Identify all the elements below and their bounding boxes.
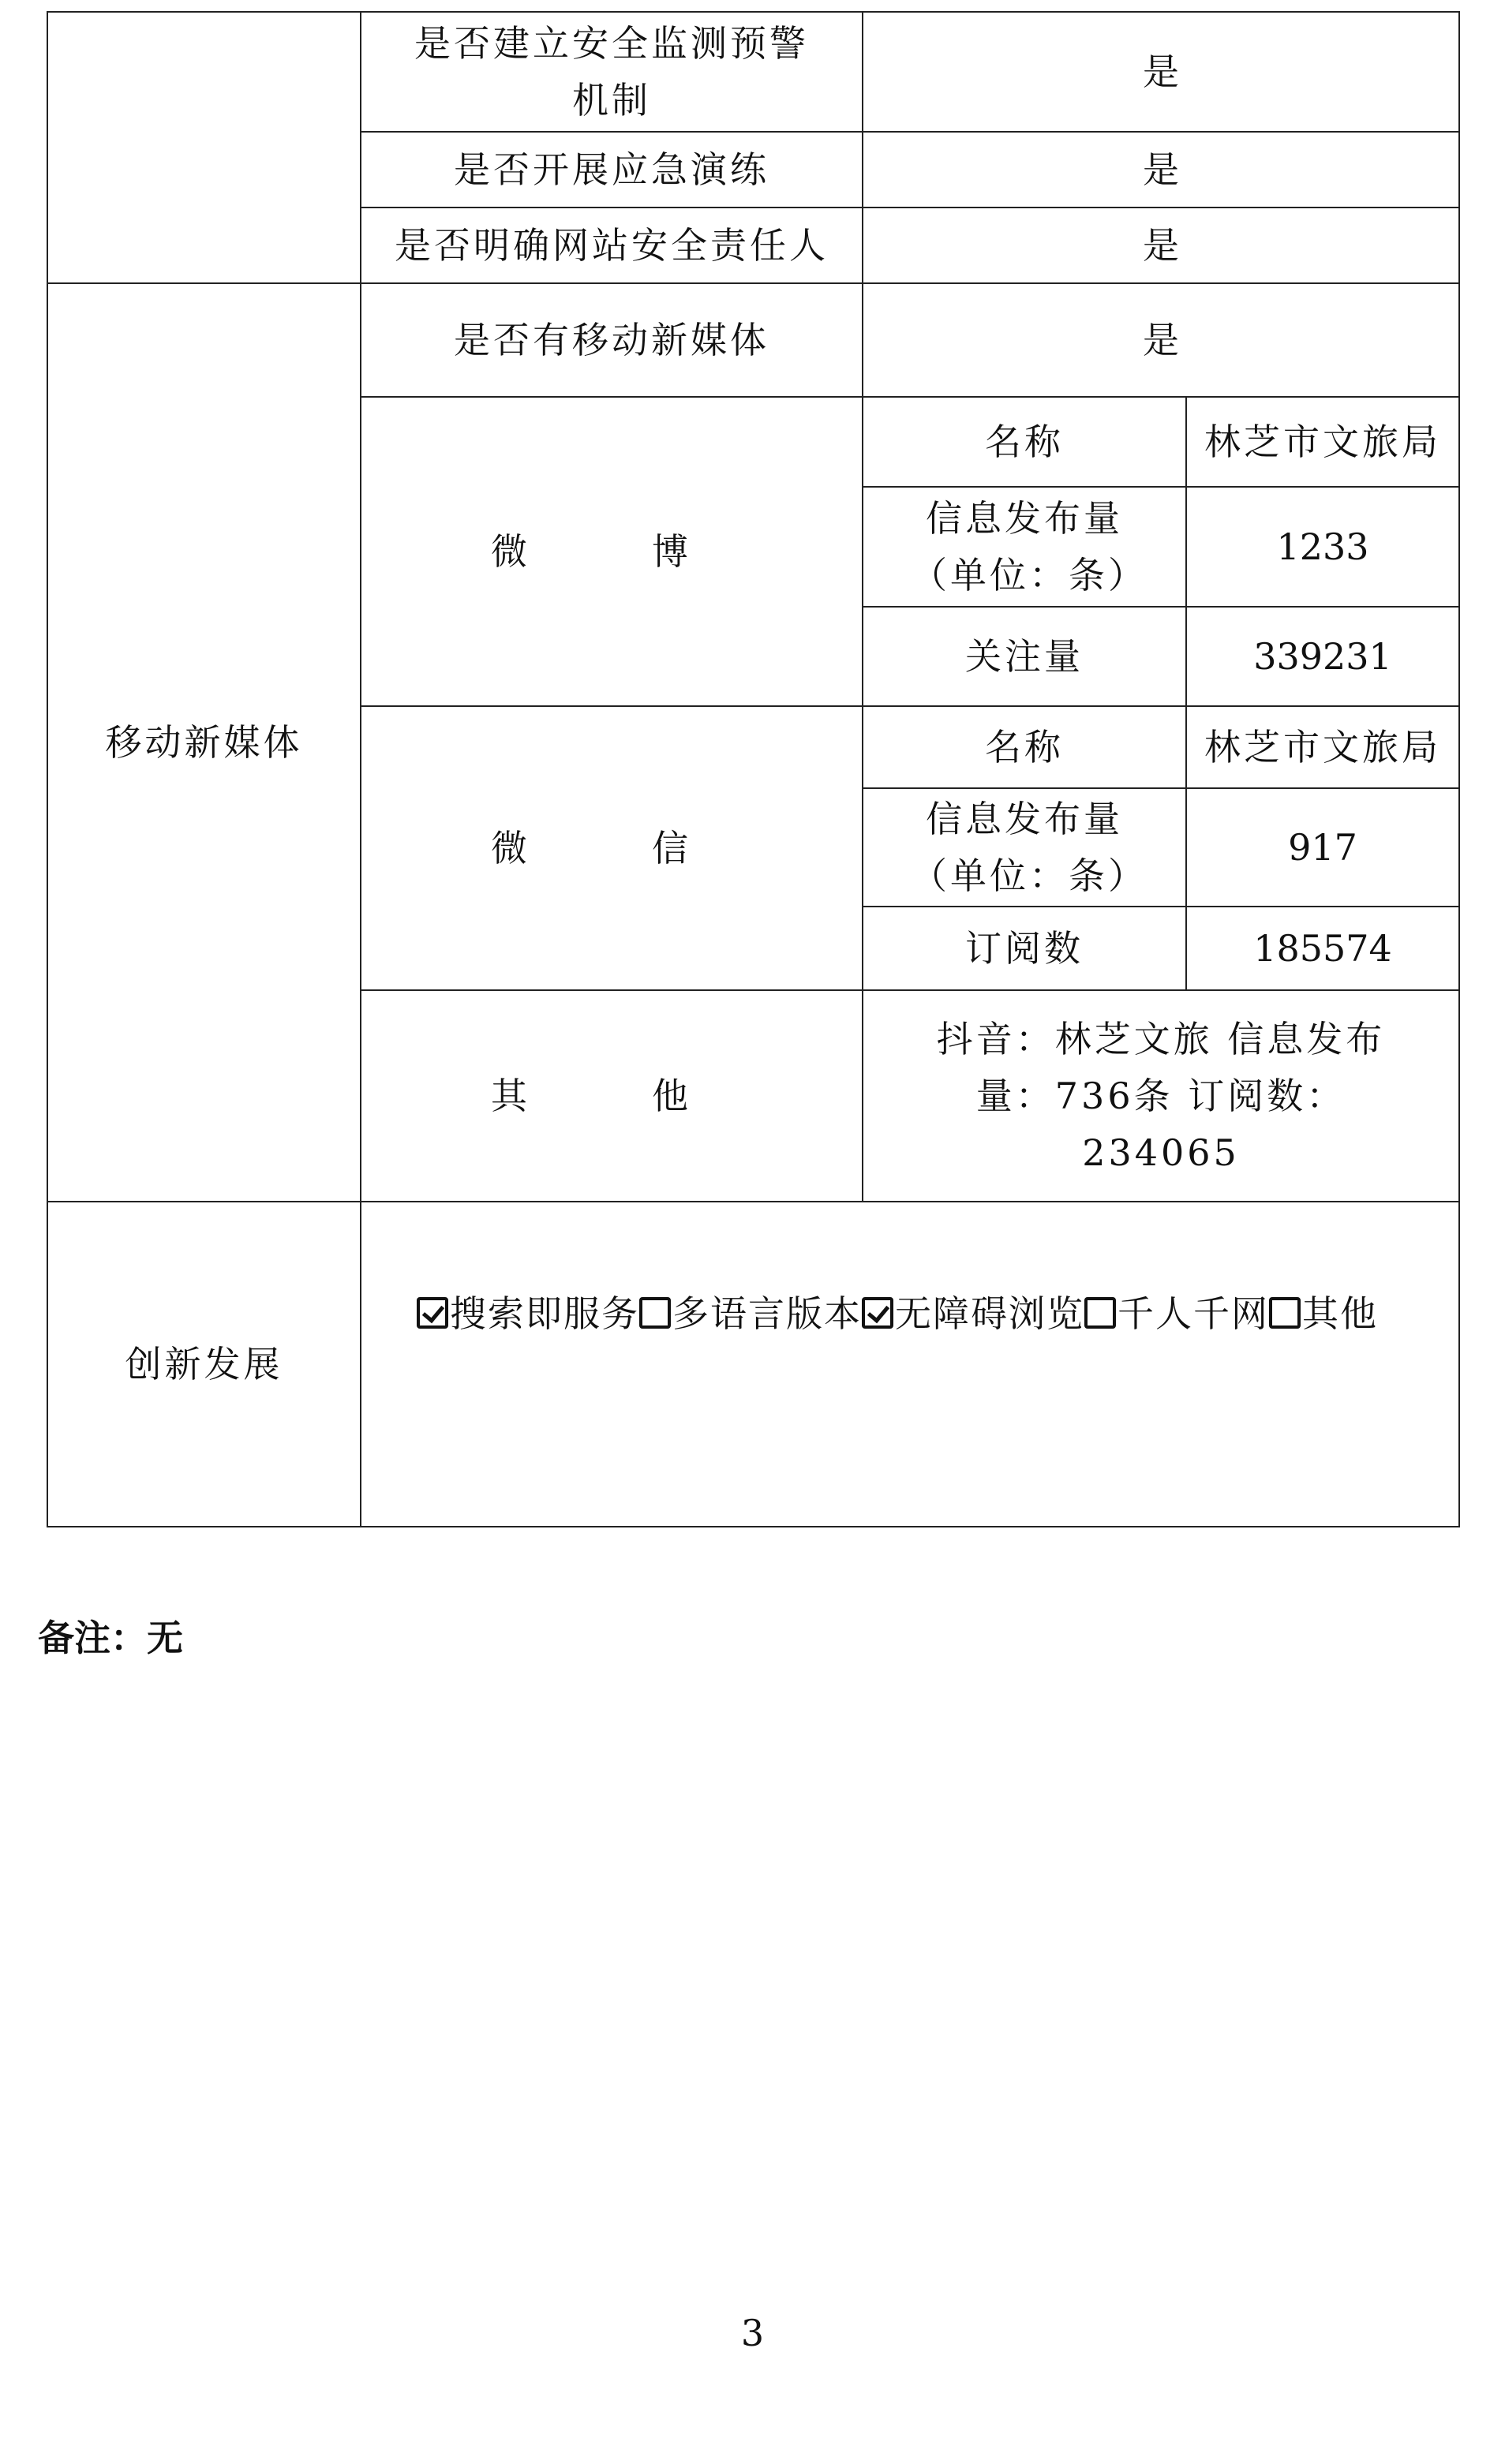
- weibo-name-value: 林芝市文旅局: [1186, 397, 1459, 487]
- option-label: 千人千网: [1118, 1292, 1269, 1335]
- weibo-followers-value: 339231: [1186, 607, 1459, 706]
- weibo-followers-label: 关注量: [863, 607, 1186, 706]
- weibo-posts-value: 1233: [1186, 487, 1459, 607]
- drill-value: 是: [863, 132, 1459, 208]
- checkbox-multilingual[interactable]: [639, 1297, 671, 1329]
- wechat-subscribers-value: 185574: [1186, 907, 1459, 990]
- wechat-label: 微 信: [361, 706, 863, 990]
- other-platform-label: 其 他: [361, 990, 863, 1202]
- option-other[interactable]: [1269, 1292, 1378, 1335]
- wechat-subscribers-label: 订阅数: [863, 907, 1186, 990]
- early-warning-label: 是否建立安全监测预警机制: [361, 12, 863, 132]
- wechat-name-label: 名称: [863, 706, 1186, 788]
- early-warning-value: 是: [863, 12, 1459, 132]
- drill-label: 是否开展应急演练: [361, 132, 863, 208]
- innovation-section-label: 创新发展: [47, 1202, 361, 1527]
- other-platform-value: 抖音：林芝文旅 信息发布量：736条 订阅数：234065: [863, 990, 1459, 1202]
- option-accessibility[interactable]: [862, 1292, 1084, 1335]
- security-section-cell: [47, 12, 361, 283]
- report-table: [47, 11, 1460, 1527]
- page-number: 3: [740, 2312, 765, 2354]
- weibo-posts-label: 信息发布量（单位：条）: [863, 487, 1186, 607]
- wechat-posts-label: 信息发布量（单位：条）: [863, 788, 1186, 907]
- option-label: 其他: [1302, 1292, 1378, 1335]
- checkbox-search-as-service[interactable]: [417, 1297, 448, 1329]
- remark-note: 备注：无: [38, 1617, 183, 1659]
- weibo-label: 微 博: [361, 397, 863, 706]
- option-search-as-service[interactable]: [417, 1292, 639, 1335]
- has-mobile-media-value: 是: [863, 283, 1459, 397]
- responsible-person-label: 是否明确网站安全责任人: [361, 208, 863, 283]
- checkbox-other[interactable]: [1269, 1297, 1301, 1329]
- option-label: 无障碍浏览: [895, 1292, 1084, 1335]
- wechat-name-value: 林芝市文旅局: [1186, 706, 1459, 788]
- responsible-person-value: 是: [863, 208, 1459, 283]
- checkbox-accessibility[interactable]: [862, 1297, 893, 1329]
- mobile-media-section-label: 移动新媒体: [47, 283, 361, 1202]
- checkbox-personalized[interactable]: [1084, 1297, 1116, 1329]
- option-label: 搜索即服务: [450, 1292, 639, 1335]
- innovation-options-row: [417, 1285, 1378, 1342]
- has-mobile-media-label: 是否有移动新媒体: [361, 283, 863, 397]
- option-multilingual[interactable]: [639, 1292, 862, 1335]
- weibo-name-label: 名称: [863, 397, 1186, 487]
- wechat-posts-value: 917: [1186, 788, 1459, 907]
- option-personalized[interactable]: [1084, 1292, 1269, 1335]
- innovation-options: [361, 1202, 1459, 1527]
- option-label: 多语言版本: [672, 1292, 862, 1335]
